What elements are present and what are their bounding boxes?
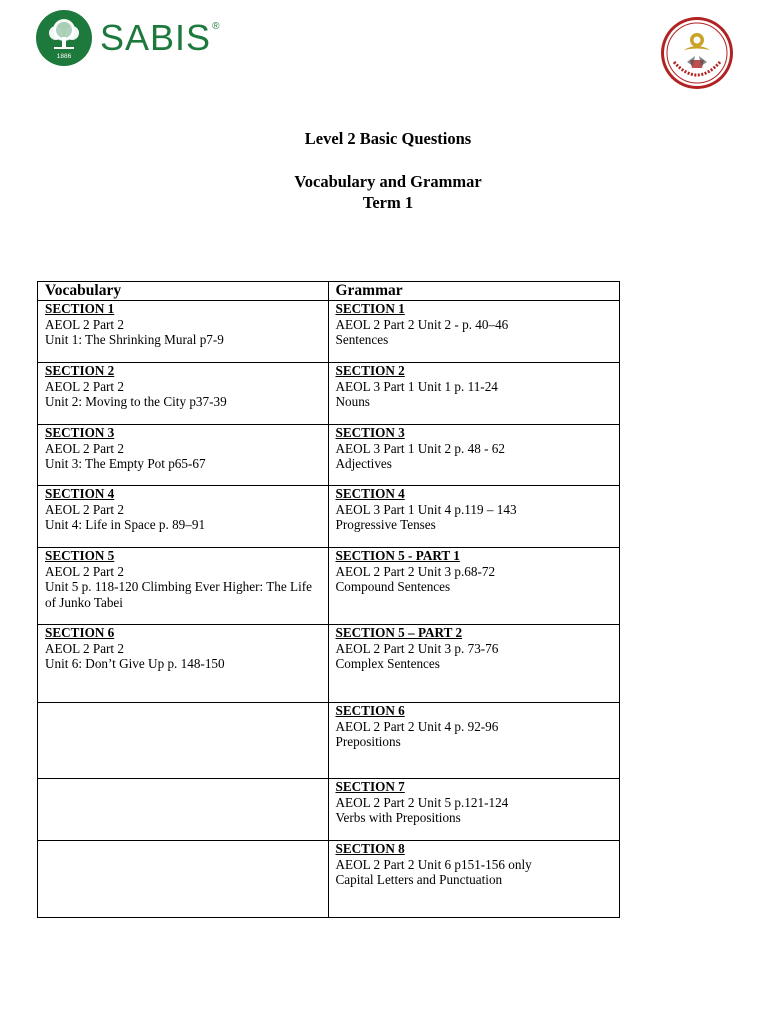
grammar-cell [328,779,620,841]
section-detail: AEOL 2 Part 2 Unit 4 p. 92-96 [335,718,499,734]
table-row [38,548,620,625]
section-detail: Unit 2: Moving to the City p37-39 [45,394,227,409]
section-detail: Unit 4: Life in Space p. 89–91 [45,517,206,532]
section-heading: SECTION 4 [335,486,405,501]
vocabulary-cell [38,363,329,425]
grammar-cell [328,363,620,425]
section-heading: SECTION 8 [335,841,405,856]
vocabulary-cell [38,625,329,703]
table-row [38,703,620,779]
section-detail: AEOL 2 Part 2 Unit 6 p151-156 only [335,856,532,872]
section-detail: Compound Sentences [335,579,451,594]
section-heading: SECTION 1 [335,301,405,316]
section-detail: Nouns [335,394,370,409]
section-detail: AEOL 2 Part 2 Unit 5 p.121-124 [335,794,509,810]
logo-year: 1886 [56,53,72,60]
grammar-cell [328,625,620,703]
ministry-seal-icon [660,16,734,90]
page-title: Level 2 Basic Questions [304,129,472,148]
grammar-cell [328,301,620,363]
section-detail: AEOL 2 Part 2 [45,316,124,332]
section-detail: Unit 6: Don’t Give Up p. 148-150 [45,656,225,671]
section-heading: SECTION 6 [335,703,405,718]
vocabulary-cell [38,841,329,918]
grammar-cell [328,548,620,625]
section-detail: Adjectives [335,456,392,471]
section-detail: AEOL 2 Part 2 Unit 3 p.68-72 [335,563,496,579]
section-heading: SECTION 2 [335,363,405,378]
section-detail: Unit 5 p. 118-120 Climbing Ever Higher: The Life of Junko Tabei [45,579,313,610]
vocabulary-cell [38,301,329,363]
vocabulary-cell [38,548,329,625]
section-heading: SECTION 6 [45,625,115,640]
vocabulary-cell [38,703,329,779]
section-heading: SECTION 3 [335,425,405,440]
section-detail: AEOL 3 Part 1 Unit 2 p. 48 - 62 [335,440,505,456]
section-heading: SECTION 5 – PART 2 [335,625,463,640]
grammar-cell [328,703,620,779]
table-row [38,779,620,841]
section-detail: AEOL 2 Part 2 [45,501,124,517]
vocabulary-cell [38,779,329,841]
section-detail: AEOL 2 Part 2 Unit 3 p. 73-76 [335,640,499,656]
section-heading: SECTION 3 [45,425,115,440]
section-detail: Unit 1: The Shrinking Mural p7-9 [45,332,224,347]
column-header-vocabulary: Vocabulary [38,282,329,301]
section-detail: Sentences [335,332,389,347]
section-detail: Verbs with Prepositions [335,810,461,825]
section-detail: Prepositions [335,734,401,749]
vocabulary-cell [38,425,329,486]
section-detail: AEOL 3 Part 1 Unit 4 p.119 – 143 [335,501,517,517]
section-heading: SECTION 1 [45,301,115,316]
grammar-cell [328,486,620,548]
table-header-row [38,282,620,301]
column-header-grammar: Grammar [328,282,620,301]
section-heading: SECTION 4 [45,486,115,501]
section-detail: AEOL 2 Part 2 [45,563,124,579]
table-row [38,301,620,363]
curriculum-table [37,281,620,918]
grammar-cell [328,841,620,918]
sabis-tree-logo-icon [36,10,92,66]
term-label: Term 1 [362,193,414,212]
section-heading: SECTION 5 - PART 1 [335,548,460,563]
section-detail: Progressive Tenses [335,517,436,532]
section-detail: Capital Letters and Punctuation [335,872,503,887]
section-heading: SECTION 7 [335,779,405,794]
section-detail: AEOL 2 Part 2 [45,440,124,456]
section-detail: AEOL 2 Part 2 [45,640,124,656]
section-detail: AEOL 2 Part 2 Unit 2 - p. 40–46 [335,316,509,332]
table-row [38,841,620,918]
section-detail: AEOL 2 Part 2 [45,378,124,394]
section-detail: Unit 3: The Empty Pot p65-67 [45,456,206,471]
section-detail: AEOL 3 Part 1 Unit 1 p. 11-24 [335,378,498,394]
section-detail: Complex Sentences [335,656,440,671]
page-subtitle: Vocabulary and Grammar [294,172,482,191]
sabis-logo [36,10,220,66]
section-heading: SECTION 2 [45,363,115,378]
grammar-cell [328,425,620,486]
table-row [38,486,620,548]
section-heading: SECTION 5 [45,548,115,563]
table-row [38,425,620,486]
table-row [38,363,620,425]
vocabulary-cell [38,486,329,548]
table-row [38,625,620,703]
logo-wordmark: SABIS® [100,17,221,58]
